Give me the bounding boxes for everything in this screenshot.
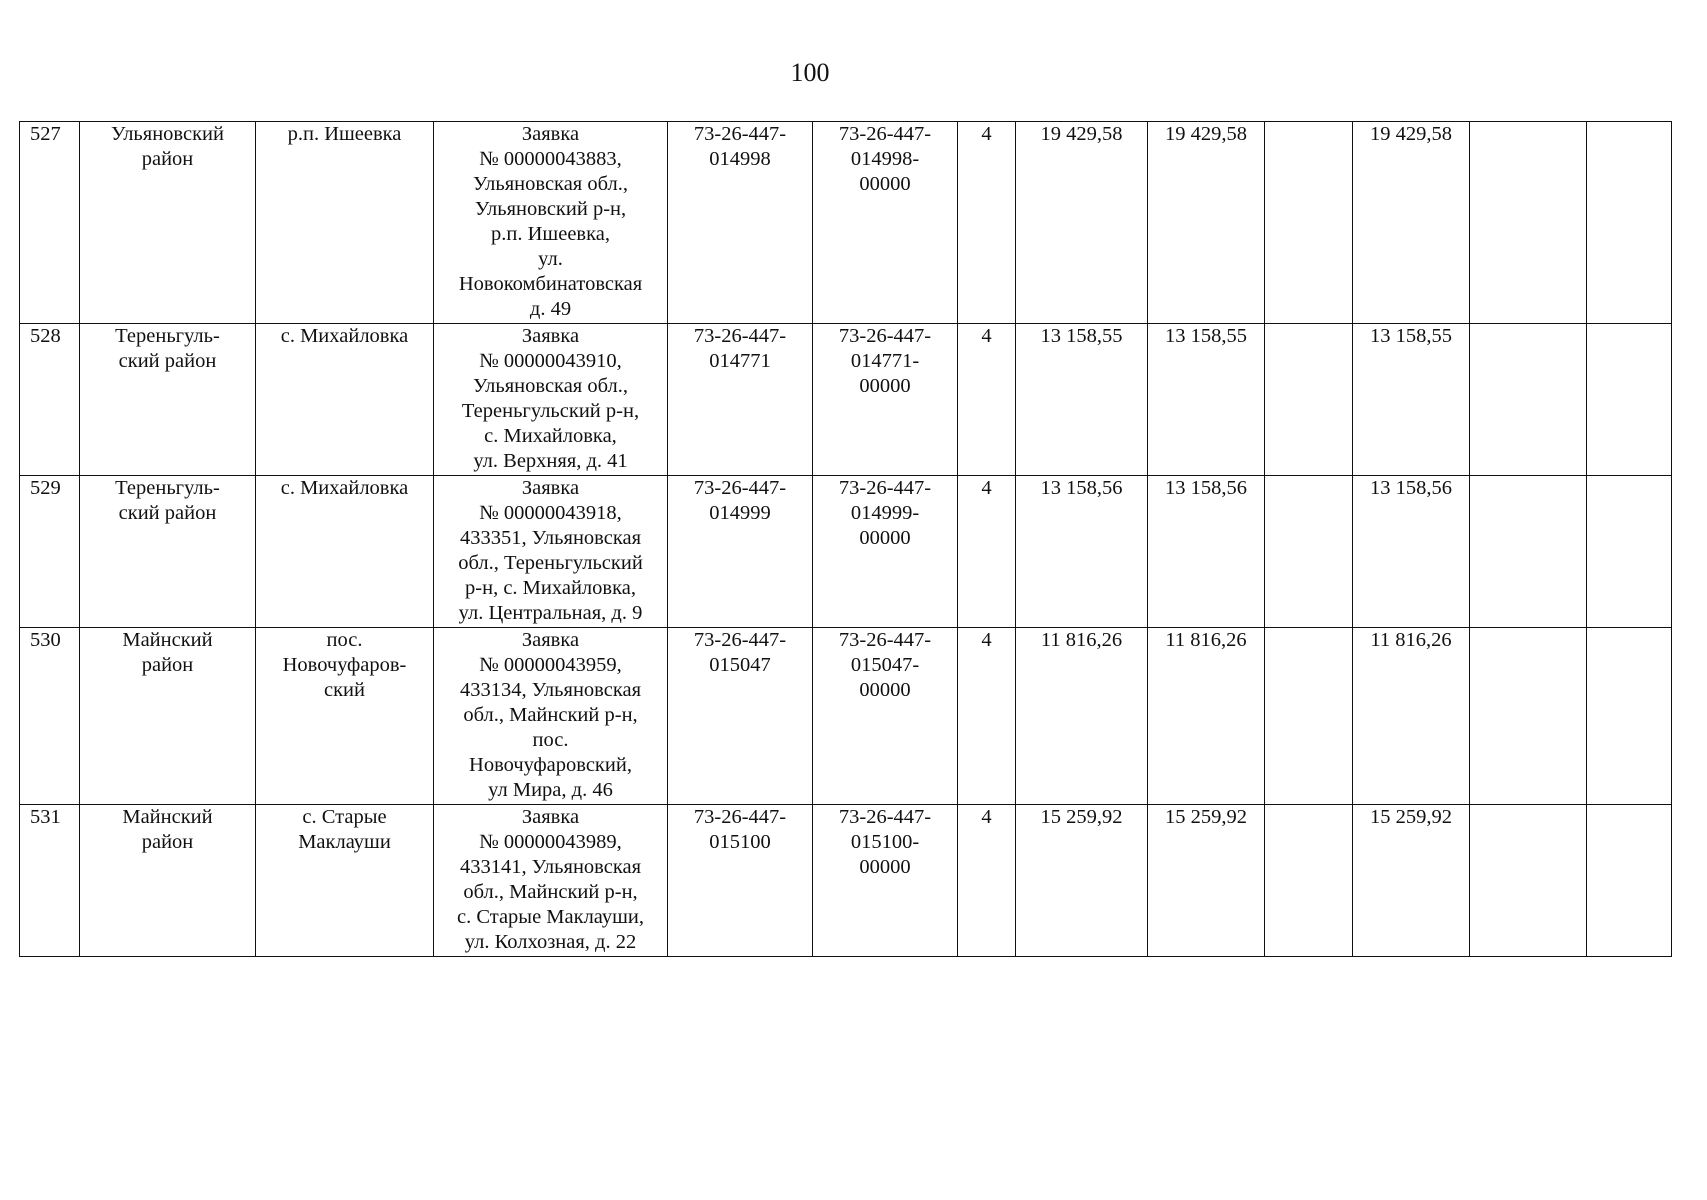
amount-cell: [1265, 122, 1353, 324]
extra-cell: [1470, 122, 1587, 324]
amount-cell: [1265, 628, 1353, 805]
page-number: 100: [790, 58, 830, 87]
address-cell: Заявка № 00000043989, 433141, Ульяновская обл., Майнский р-н, с. Старые Маклауши, ул. Колхозная, д. 22: [434, 805, 668, 957]
settlement-cell: р.п. Ишеевка: [256, 122, 434, 324]
amount-cell: 11 816,26: [1353, 628, 1470, 805]
amount-cell: 15 259,92: [1353, 805, 1470, 957]
amount-cell: 13 158,55: [1148, 324, 1265, 476]
amount-cell: [1265, 805, 1353, 957]
quantity-cell: 4: [958, 122, 1016, 324]
full-code-cell: 73-26-447- 015047- 00000: [813, 628, 958, 805]
district-cell: Майнский район: [80, 628, 256, 805]
row-number: 531: [20, 805, 80, 957]
address-cell: Заявка № 00000043959, 433134, Ульяновская обл., Майнский р-н, пос. Новочуфаровский, ул Мира, д. 46: [434, 628, 668, 805]
table-row: [20, 476, 1672, 628]
settlement-cell: с. Старые Маклауши: [256, 805, 434, 957]
district-cell: Тереньгуль- ский район: [80, 324, 256, 476]
amount-cell: 19 429,58: [1148, 122, 1265, 324]
full-code-cell: 73-26-447- 014999- 00000: [813, 476, 958, 628]
registry-table: [19, 121, 1672, 957]
extra-cell: [1587, 805, 1672, 957]
row-number: 528: [20, 324, 80, 476]
district-cell: Ульяновский район: [80, 122, 256, 324]
amount-cell: 11 816,26: [1148, 628, 1265, 805]
address-cell: Заявка № 00000043918, 433351, Ульяновская обл., Тереньгульский р-н, с. Михайловка, ул. Центральная, д. 9: [434, 476, 668, 628]
amount-cell: 19 429,58: [1353, 122, 1470, 324]
full-code-cell: 73-26-447- 014998- 00000: [813, 122, 958, 324]
amount-cell: 13 158,56: [1016, 476, 1148, 628]
amount-cell: 15 259,92: [1148, 805, 1265, 957]
extra-cell: [1470, 476, 1587, 628]
amount-cell: 13 158,56: [1353, 476, 1470, 628]
table-row: [20, 805, 1672, 957]
row-number: 529: [20, 476, 80, 628]
quantity-cell: 4: [958, 805, 1016, 957]
amount-cell: 13 158,55: [1353, 324, 1470, 476]
extra-cell: [1470, 805, 1587, 957]
code-cell: 73-26-447- 014998: [668, 122, 813, 324]
settlement-cell: с. Михайловка: [256, 476, 434, 628]
quantity-cell: 4: [958, 476, 1016, 628]
code-cell: 73-26-447- 014999: [668, 476, 813, 628]
amount-cell: [1265, 324, 1353, 476]
extra-cell: [1587, 122, 1672, 324]
address-cell: Заявка № 00000043910, Ульяновская обл., Тереньгульский р-н, с. Михайловка, ул. Верхняя, д. 41: [434, 324, 668, 476]
amount-cell: 19 429,58: [1016, 122, 1148, 324]
amount-cell: 13 158,55: [1016, 324, 1148, 476]
amount-cell: 13 158,56: [1148, 476, 1265, 628]
address-cell: Заявка № 00000043883, Ульяновская обл., Ульяновский р-н, р.п. Ишеевка, ул. Новокомбинатовская д. 49: [434, 122, 668, 324]
settlement-cell: с. Михайловка: [256, 324, 434, 476]
amount-cell: 11 816,26: [1016, 628, 1148, 805]
extra-cell: [1470, 324, 1587, 476]
row-number: 527: [20, 122, 80, 324]
quantity-cell: 4: [958, 324, 1016, 476]
district-cell: Майнский район: [80, 805, 256, 957]
extra-cell: [1587, 324, 1672, 476]
quantity-cell: 4: [958, 628, 1016, 805]
extra-cell: [1587, 628, 1672, 805]
code-cell: 73-26-447- 015047: [668, 628, 813, 805]
table-row: [20, 324, 1672, 476]
extra-cell: [1587, 476, 1672, 628]
table-row: [20, 122, 1672, 324]
code-cell: 73-26-447- 015100: [668, 805, 813, 957]
amount-cell: [1265, 476, 1353, 628]
code-cell: 73-26-447- 014771: [668, 324, 813, 476]
extra-cell: [1470, 628, 1587, 805]
settlement-cell: пос. Новочуфаров- ский: [256, 628, 434, 805]
district-cell: Тереньгуль- ский район: [80, 476, 256, 628]
table-row: [20, 628, 1672, 805]
full-code-cell: 73-26-447- 014771- 00000: [813, 324, 958, 476]
amount-cell: 15 259,92: [1016, 805, 1148, 957]
full-code-cell: 73-26-447- 015100- 00000: [813, 805, 958, 957]
row-number: 530: [20, 628, 80, 805]
